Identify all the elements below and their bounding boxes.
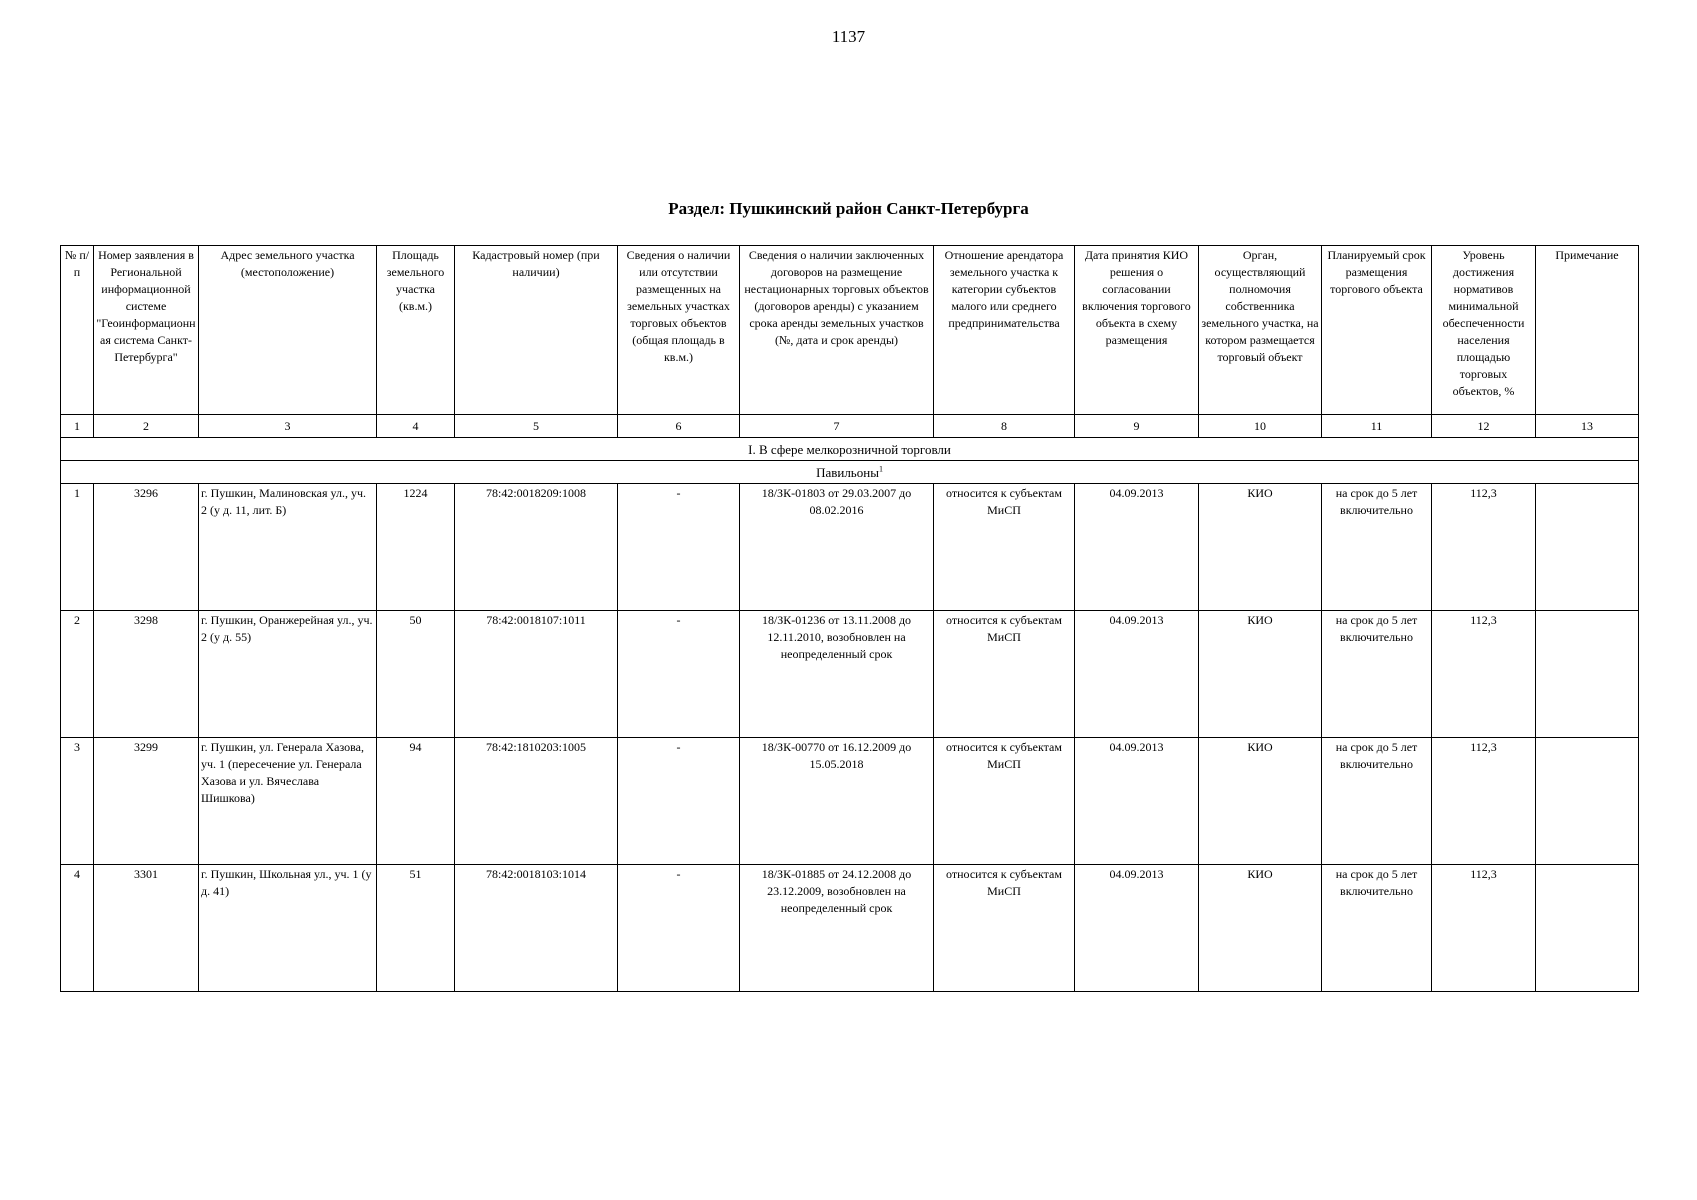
existing-objects: - xyxy=(618,865,740,992)
group-heading: I. В сфере мелкорозничной торговли xyxy=(61,438,1639,461)
area: 1224 xyxy=(377,484,455,611)
note xyxy=(1536,484,1639,611)
address: г. Пушкин, Школьная ул., уч. 1 (у д. 41) xyxy=(199,865,377,992)
table-row xyxy=(61,611,1639,738)
footnote-marker: 1 xyxy=(878,464,883,474)
row-number: 3 xyxy=(61,738,94,865)
table-row xyxy=(61,484,1639,611)
column-header: Площадь земельного участка (кв.м.) xyxy=(377,246,455,415)
area: 51 xyxy=(377,865,455,992)
note xyxy=(1536,865,1639,992)
row-number: 4 xyxy=(61,865,94,992)
subgroup-heading-cell xyxy=(61,461,1639,484)
column-header: Отношение арендатора земельного участка к категории субъектов малого или среднего предпринимательства xyxy=(934,246,1075,415)
column-header: Уровень достижения нормативов минимальной обеспеченности населения площадью торговых объектов, % xyxy=(1432,246,1536,415)
decision-date: 04.09.2013 xyxy=(1075,484,1199,611)
contracts: 18/ЗК-01885 от 24.12.2008 до 23.12.2009, возобновлен на неопределенный срок xyxy=(740,865,934,992)
column-header: Планируемый срок размещения торгового объекта xyxy=(1322,246,1432,415)
table-row xyxy=(61,865,1639,992)
subgroup-heading-row xyxy=(61,461,1639,484)
column-header: Орган, осуществляющий полномочия собственника земельного участка, на котором размещается торговый объект xyxy=(1199,246,1322,415)
application-number: 3301 xyxy=(94,865,199,992)
planned-term: на срок до 5 лет включительно xyxy=(1322,738,1432,865)
row-number: 2 xyxy=(61,611,94,738)
column-header: Сведения о наличии заключенных договоров на размещение нестационарных торговых объектов (договоров аренды) с указанием срока аренды земельных участков (№, дата и срок аренды) xyxy=(740,246,934,415)
registry-table xyxy=(60,245,1639,992)
column-number: 1 xyxy=(61,415,94,438)
cadastral-number: 78:42:1810203:1005 xyxy=(455,738,618,865)
column-header: Дата принятия КИО решения о согласовании включения торгового объекта в схему размещения xyxy=(1075,246,1199,415)
authority: КИО xyxy=(1199,611,1322,738)
authority: КИО xyxy=(1199,865,1322,992)
cadastral-number: 78:42:0018103:1014 xyxy=(455,865,618,992)
contracts: 18/ЗК-01236 от 13.11.2008 до 12.11.2010, возобновлен на неопределенный срок xyxy=(740,611,934,738)
application-number: 3299 xyxy=(94,738,199,865)
decision-date: 04.09.2013 xyxy=(1075,865,1199,992)
column-header: Сведения о наличии или отсутствии размещенных на земельных участках торговых объектов (общая площадь в кв.м.) xyxy=(618,246,740,415)
address: г. Пушкин, Оранжерейная ул., уч. 2 (у д. 55) xyxy=(199,611,377,738)
existing-objects: - xyxy=(618,611,740,738)
column-header: Номер заявления в Региональной информационной системе "Геоинформационная система Санкт-Петербурга" xyxy=(94,246,199,415)
column-number: 9 xyxy=(1075,415,1199,438)
decision-date: 04.09.2013 xyxy=(1075,611,1199,738)
cadastral-number: 78:42:0018107:1011 xyxy=(455,611,618,738)
column-number: 6 xyxy=(618,415,740,438)
note xyxy=(1536,611,1639,738)
sme-status: относится к субъектам МиСП xyxy=(934,611,1075,738)
column-number-row xyxy=(61,415,1639,438)
column-number: 8 xyxy=(934,415,1075,438)
header-row xyxy=(61,246,1639,415)
address: г. Пушкин, ул. Генерала Хазова, уч. 1 (пересечение ул. Генерала Хазова и ул. Вячеслава Шишкова) xyxy=(199,738,377,865)
area: 94 xyxy=(377,738,455,865)
application-number: 3296 xyxy=(94,484,199,611)
column-header: № п/п xyxy=(61,246,94,415)
sme-status: относится к субъектам МиСП xyxy=(934,738,1075,865)
area: 50 xyxy=(377,611,455,738)
provision-level: 112,3 xyxy=(1432,611,1536,738)
section-title: Раздел: Пушкинский район Санкт-Петербурга xyxy=(668,199,1029,218)
contracts: 18/ЗК-01803 от 29.03.2007 до 08.02.2016 xyxy=(740,484,934,611)
provision-level: 112,3 xyxy=(1432,865,1536,992)
note xyxy=(1536,738,1639,865)
contracts: 18/ЗК-00770 от 16.12.2009 до 15.05.2018 xyxy=(740,738,934,865)
column-number: 11 xyxy=(1322,415,1432,438)
column-number: 10 xyxy=(1199,415,1322,438)
sme-status: относится к субъектам МиСП xyxy=(934,865,1075,992)
provision-level: 112,3 xyxy=(1432,484,1536,611)
authority: КИО xyxy=(1199,738,1322,865)
decision-date: 04.09.2013 xyxy=(1075,738,1199,865)
column-number: 4 xyxy=(377,415,455,438)
page-number: 1137 xyxy=(831,27,866,46)
authority: КИО xyxy=(1199,484,1322,611)
column-number: 13 xyxy=(1536,415,1639,438)
row-number: 1 xyxy=(61,484,94,611)
sme-status: относится к субъектам МиСП xyxy=(934,484,1075,611)
column-header: Кадастровый номер (при наличии) xyxy=(455,246,618,415)
column-number: 7 xyxy=(740,415,934,438)
subgroup-heading: Павильоны xyxy=(816,464,879,480)
existing-objects: - xyxy=(618,484,740,611)
planned-term: на срок до 5 лет включительно xyxy=(1322,611,1432,738)
provision-level: 112,3 xyxy=(1432,738,1536,865)
column-number: 3 xyxy=(199,415,377,438)
column-number: 12 xyxy=(1432,415,1536,438)
table-row xyxy=(61,738,1639,865)
existing-objects: - xyxy=(618,738,740,865)
column-number: 5 xyxy=(455,415,618,438)
column-header: Примечание xyxy=(1536,246,1639,415)
address: г. Пушкин, Малиновская ул., уч. 2 (у д. 11, лит. Б) xyxy=(199,484,377,611)
application-number: 3298 xyxy=(94,611,199,738)
planned-term: на срок до 5 лет включительно xyxy=(1322,865,1432,992)
planned-term: на срок до 5 лет включительно xyxy=(1322,484,1432,611)
group-heading-row xyxy=(61,438,1639,461)
column-header: Адрес земельного участка (местоположение) xyxy=(199,246,377,415)
cadastral-number: 78:42:0018209:1008 xyxy=(455,484,618,611)
column-number: 2 xyxy=(94,415,199,438)
